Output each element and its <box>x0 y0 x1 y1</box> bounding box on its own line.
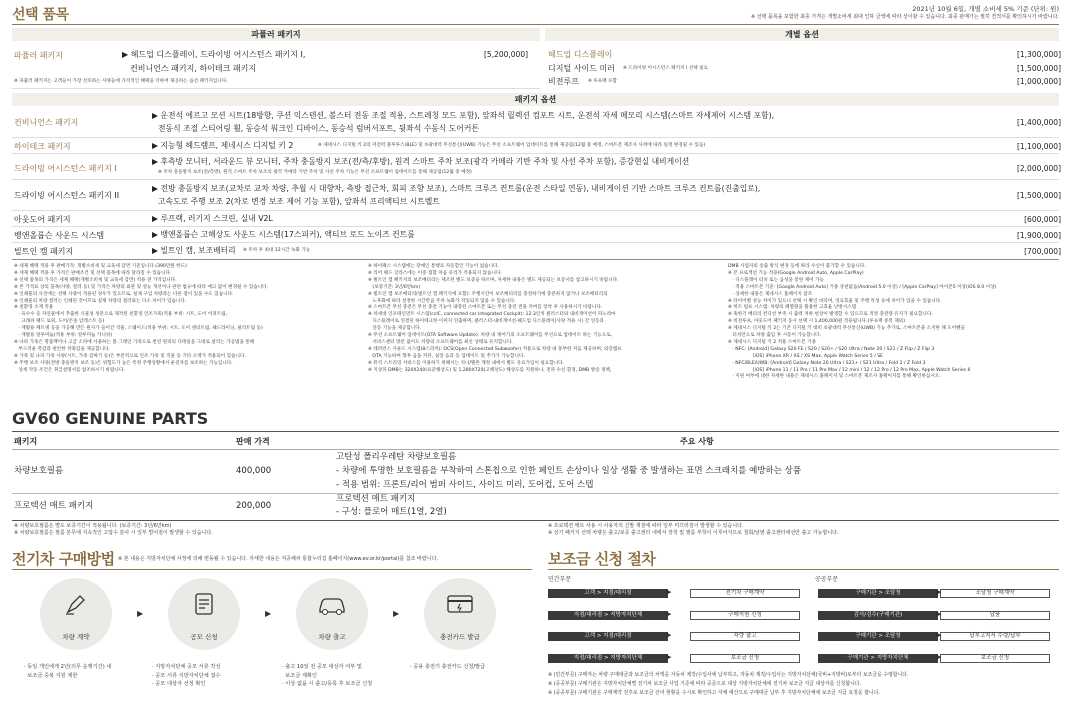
note-line: ※ 본 가격표 상의 품목(사양, 컬러 등) 및 가격은 차량의 외관 및 성능 개선이나 관련 법규에 따라 예고 없이 변경될 수 있습니다. <box>14 284 269 290</box>
flow-step: 전기차 구매계약 <box>690 589 800 598</box>
parts-title: GV60 GENUINE PARTS <box>12 409 209 428</box>
package-l1-6: ▶ 빌트인 캠, 보조배터리 <box>152 246 236 255</box>
flow-actor: 구매기관 > 조달청 <box>818 632 938 641</box>
step-label-2: 공모 신청 <box>190 633 218 641</box>
note-line: 연동 기능을 제공합니다. <box>368 326 422 332</box>
parts-d2-1: - 구성: 플로어 매트(1열, 2열) <box>336 507 447 517</box>
parts-d2-0: - 차량에 투명한 보호필름을 부착하여 스톤칩으로 인한 페인트 손상이나 일상 생활 중 발생하는 표면 스크래치를 예방하는 상품 <box>336 466 802 476</box>
popular-price: [5,200,000] <box>484 50 529 59</box>
arrow-right-icon: ▶ <box>936 588 942 596</box>
note-line: ※ 비전루프, 아웃도어 패키지 동시 선택 시 1,400,000원 적용됩니다.(루프랙 중복 제외) <box>728 319 906 325</box>
divider <box>12 24 1059 25</box>
individual-name-1: 디지털 사이드 미러 <box>548 64 615 73</box>
package-l1-1: ▶ 지능형 헤드램프, 제네시스 디지털 키 2 <box>152 141 294 150</box>
note-line: · 육수수 등 자연물에서 추출한 식물성 성분으로 제작된 친환경 인조가죽(적용 부위: 시트, 도어 어퍼트림, <box>14 312 228 318</box>
note-line: ※ 폰 프로젝션 기능 적용(Google Android Auto, Apple CarPlay) <box>728 270 864 276</box>
flow-actor: 구매기관 > 조달청 <box>818 589 938 598</box>
note-line: ※ 세제 혜택 적용 후 판매가격: 개별소비세 및 교육세 감면 기준입니다.(390만원 한도) <box>14 264 187 269</box>
package-name-3: 드라이빙 어시스턴스 패키지 II <box>14 191 120 200</box>
note-line: 노후화에 따라 설정한 시간만큼 주차 녹화가 작동되지 않을 수 있습니다. <box>368 298 516 304</box>
package-name-1: 하이테크 패키지 <box>14 142 71 151</box>
package-l1-2: ▶ 후측방 모니터, 서라운드 뷰 모니터, 주차 충돌방지 보조(전/측/후방), 원격 스마트 주차 보조(광각 카메라 기반 주차 및 사선 주차 포함), 증강현실 내비게이션 <box>152 157 690 166</box>
package-l1-0: ▶ 운전석 에르고 모션 시트(18방향, 쿠션 익스텐션, 볼스터 전동 조절 적용, 스트레칭 모드 포함), 앞좌석 릴렉션 컴포트 시트, 운전석 자세 메모리 시스템(스마트 자세제어 시스템 포함), <box>152 111 775 120</box>
ev-step-description: · 지방자치단체 공모 서류 작성 <box>152 664 221 670</box>
ev-title: 전기차 구매방법 <box>12 550 115 568</box>
flow-step: 조달청 구매계약 <box>940 589 1050 598</box>
flow-step: 납부고지서 수령/납부 <box>940 632 1050 641</box>
package-l2-2: ※ 주차 충돌방지 보조(전/측방), 원격 스마트 주차 보조의 광각 카메라 기반 주차 및 사선 주차 기능은 무선 소프트웨어 업데이트를 통해 제공됨(12월 중 예정) <box>158 170 472 175</box>
ev-step-description: · 동일 개인에게 2년(의무 운행기간) 내 <box>24 664 112 670</box>
ev-step-description: · 공용 충전기 충전카드 신청/발급 <box>410 664 486 670</box>
parts-note-l1: ※ 차량보호필름은 필름 분무에 지속적인 고압수 분사 시 일부 벌어짐이 발생할 수 있습니다. <box>14 530 213 536</box>
flow-actor: 구매기관 > 지방자치단체 <box>818 654 938 663</box>
arrow-right-icon: ▶ <box>265 609 272 618</box>
document-icon <box>193 592 215 616</box>
ev-step-description: · 공모 서류 지방자치단체 접수 <box>152 672 221 679</box>
note-line: · NFC: [Android] Galaxy S20 FE / S20 / S20+ / S20 Ultra / Note 20 / S21 / Z Flip / Z Flip 3 <box>728 346 935 352</box>
note-line: ※ 빌트인 캠 보조배터리(빌트인 캠 패키지에 포함): 주행시간이 보조배터리를 충전하기에 충분하지 않거나 보조배터리의 <box>368 291 608 297</box>
page-title: 선택 품목 <box>12 7 69 23</box>
parts-price-1: 200,000 <box>236 501 272 511</box>
parts-col-package: 패키지 <box>14 437 38 446</box>
flow-step: 납품 <box>940 611 1050 620</box>
flow-step: 구매지원 신청 <box>690 611 800 620</box>
arrow-right-icon: ▶ <box>666 588 672 596</box>
note-line: · 디스플레이 터치 또는 음성을 통한 제어 가능 <box>728 277 824 283</box>
flow-actor: 검사/검수(구매기관) <box>818 611 938 620</box>
parts-col-note: 주요 사항 <box>680 437 714 446</box>
individual-header: 개별 옵션 <box>545 28 1059 41</box>
note-line: ※ 레퍼런스 사운드 시스템(8스피커): OCS(Open Connected Subwoofer) 적용으로 차량 내 풍부한 저음 제공하며, 외장앰프 <box>368 346 622 352</box>
note-line: ※ 하이패스 시스템에는 장애인 통행료 자동할인 기능이 없습니다. <box>368 264 499 269</box>
package-price-5: [1,900,000] <box>1016 231 1061 240</box>
package-price-3: [1,500,000] <box>1016 191 1061 200</box>
subsidy-note-0: ※ (민간부문) 구매자는 차량 구매대금과 보조금의 차액을 자동차 제작/수입사에 납부하고, 자동차 제작/수입사는 지방자치단체(국비+지방비)로부터 보조금을 수령합니다. <box>548 672 909 678</box>
package-l1-4: ▶ 루프랙, 러기지 스크린, 실내 V2L <box>152 214 273 223</box>
ev-step-description: · 이상 없을 시 출고/등록 후 보조금 신청 <box>282 681 373 687</box>
flow-actor: 지점/대리점 > 지방자치단체 <box>548 611 668 620</box>
note-line: ※ 인쇄물의 차량 컬러는 인쇄된 것이므로 실제 차량의 컬러와는 다소 차이가 있습니다. <box>14 298 187 304</box>
note-line: ※ 혹한기 배터리 컨디션 부족 시 출력 저하 현상이 발생할 수 있으므로 적정 충전량 유지가 필요합니다. <box>728 312 933 318</box>
card-icon <box>446 592 474 616</box>
note-line: ※ 빌트인 캠 패키지의 보조배터리는 제조된 별도 보증을 따르며, 자세한 내용은 별도 제공되는 보증서를 참고하시기 바랍니다. <box>368 277 619 283</box>
individual-price-2: [1,000,000] <box>1016 77 1061 86</box>
note-line: · 상세한 내용은 제네시스 홈페이지 참조 <box>728 291 813 297</box>
package-l2-6: ※ 주차 후 최대 12시간 녹화 가능 <box>243 248 311 253</box>
parts-price-0: 400,000 <box>236 466 272 476</box>
package-l2-3: 고속도로 주행 보조 2(차로 변경 보조 제어 기능 포함), 앞좌석 프리액티브 시트벨트 <box>158 197 440 206</box>
note-line: ※ 인쇄물의 사진에는 선택 사양이 적용된 경우가 있으므로, 실제 구입 차량과는 다른 점이 있을 수도 있습니다. <box>14 291 234 297</box>
note-line: 상세 작동 조건은 취급설명서를 참조하시기 바랍니다. <box>14 367 125 373</box>
flow-actor: 지점/대리점 > 지방자치단체 <box>548 654 668 663</box>
package-price-6: [700,000] <box>1024 247 1061 256</box>
step-label-1: 차량 계약 <box>62 633 90 641</box>
package-header: 패키지 옵션 <box>12 93 1059 106</box>
arrow-right-icon: ▶ <box>393 609 400 618</box>
flow-actor: 고객 > 지점/대리점 <box>548 632 668 641</box>
popular-note: ※ 파퓰러 패키지는 고객들이 가장 선호하는 사양들에 가격적인 혜택을 더하여 제공하는 옵션 패키지입니다. <box>14 79 228 84</box>
package-l2-1: ※ 제네시스 디지털 키 2의 저전력 블루투스(BLE) 및 초광대역 무선통신(UWB) 기능은 무선 소프트웨어 업데이트를 통해 제공됨(12월 중 예정, 스마트폰 제조사 사정에 따라 일정 변경될 수 있음) <box>318 143 706 148</box>
parts-d1-1: 프로텍션 매트 패키지 <box>336 494 416 504</box>
popular-header: 파퓰러 패키지 <box>12 28 540 41</box>
ev-step-descriptions <box>0 664 540 714</box>
arrow-right-icon: ▶ <box>666 653 672 661</box>
flow-step: 보조금 신청 <box>940 654 1050 663</box>
step-label-3: 차량 출고 <box>318 633 346 641</box>
note-line: 터치만으로 차량 출입 후 시동이 가능합니다. <box>728 333 822 338</box>
subsidy-title: 보조금 신청 절차 <box>548 550 656 568</box>
note-line: · 지원 여부에 대한 자세한 내용은 제네시스 홈페이지 및 스마트폰 제조사 홈페이지를 통해 확인하십시오. <box>728 374 941 380</box>
package-price-0: [1,400,000] <box>1016 118 1061 127</box>
note-line: · 적용 스마트폰 기준: [Google Android Auto] 기종 상관없음(Android 5.0 이상) / [Apple CarPlay] 아이폰5 이상(iOS 8.0 이상) <box>728 284 997 290</box>
parts-note-l0: ※ 차량보호필름은 별도 보증기간이 적용됩니다. (보증기간: 3년/6만km) <box>14 523 172 529</box>
flow-step: 차량 출고 <box>690 632 800 641</box>
note-line: ※ 뮤직 스트리밍 서비스를 이용하기 위해서는 지니/멜론 계정 내에서 별도 유료가입이 필요합니다. <box>368 360 564 366</box>
note-line: ※ 타이어별 성능 차이가 있으니 선택 시 확인 바라며, 연료효율 및 주행 특성 등에 차이가 있을 수 있습니다. <box>728 298 942 304</box>
note-line: [iOS] iPhone XR / XS / XS Max, Apple Watch Series 5 / SE <box>728 353 884 359</box>
arrow-right-icon: ▶ <box>666 631 672 639</box>
subsidy-note-1: ※ (공공부문) 구매기관은 지방자치단체별 전기차 보조금 사업 기준에 따라 공문으로 대상 지방자치단체에 전기차 보조금 지급 대상자를 신청합니다. <box>548 681 862 687</box>
ev-step-description: 보조금 중복 지원 제한 <box>24 672 78 679</box>
ev-step-description: · 출고 10일 전 공모 대상자 여부 및 <box>282 664 362 670</box>
package-l1-3: ▶ 전방 충돌방지 보조(교차로 교차 차량, 추월 시 대향차, 측방 접근차, 회피 조향 보조), 스마트 크루즈 컨트롤(운전 스타일 연동), 내비게이션 기반 스마트 크루즈 컨트롤(진출입로), <box>152 184 761 193</box>
package-price-2: [2,000,000] <box>1016 164 1061 173</box>
note-line: ※ 제네시스 디지털 키 2는 기존 디지털 키 대비 초광대역 무선통신(UWB) 기능 추가로, 스마트폰을 소지한 채 도어핸들 <box>728 326 966 332</box>
note-line: ※ 나파 가죽은 명품백이나 고급 소파에 사용하는 볼 그레인 가죽으로 천연 원피의 디테일을 그대로 살리는 가공법을 통해 <box>14 339 255 345</box>
individual-price-1: [1,500,000] <box>1016 64 1061 73</box>
note-line: [iOS] iPhone 11 / 11 Pro / 11 Pro Max / 12 mini / 12 / 12 Pro / 12 Pro Max, Apple Watch Series 6 <box>728 367 971 373</box>
note-line: 디스플레이로 연결된 하이테크한 이미지 연출하며, 클러스터-내비게이션-헤드업 디스플레이(사양 적용 시) 간 연동과 <box>368 319 604 325</box>
note-line: ※ 가죽 및 나파 가죽 사양(시트, 가죽 감싸기 등)은 부분적으로 인조 가죽 및 직물 등 기타 소재가 적용되어 있습니다. <box>14 353 246 359</box>
note-line: ※ 무선 소프트웨어 업데이트(OTA Software Update): 차량 내 제어기의 소프트웨어를 무선으로 업데이트 하는 기능으로, <box>368 333 613 338</box>
note-line: ※ 지상파 DMB는 320X240(표준해상도) 및 1,280X720(고해상도) 해상도를 지원하나, 전파 수신 환경, DMB 방송 정책, <box>368 367 612 373</box>
arrow-right-icon: ▶ <box>666 610 672 618</box>
note-line: ※ 주행 보조 사양(전방 충돌방지 보조 등)은 위험도가 높은 특정 주행상황에서 운전자를 보조하는 기능입니다. <box>14 360 233 366</box>
popular-name: 파퓰러 패키지 <box>14 51 63 60</box>
note-line: ※ 선택 품목의 가격은 세제 혜택(개별소비세 및 교육세 감면) 적용 전 가격입니다. <box>14 277 177 283</box>
popular-line1: ▶ 헤드업 디스플레이, 드라이빙 어시스턴스 패키지 I, <box>122 50 306 59</box>
note-line: DMB 사업자의 송출 방식 변경 등에 따라 수신이 불가할 수 있습니다. <box>728 264 866 269</box>
note-line: ※ 제네시스 디지털 키 2 적용 스마트폰 기종 <box>728 339 816 345</box>
note-line: ※ 리어 헤드 글라스에는 이중 접합 차음 유리가 적용되지 않습니다. <box>368 270 502 276</box>
package-price-1: [1,100,000] <box>1016 142 1061 151</box>
parts-col-price: 판매 가격 <box>236 437 270 446</box>
public-label: 공공부문 <box>815 576 839 583</box>
note-line: · 재활용 알루미늄(적용 부위: 알루미늄 가니쉬) <box>14 333 113 338</box>
individual-note-2: ※ 루프랙 포함 <box>588 79 617 84</box>
note-line: OTA 기능하여 향후 음을 커뮤, 실장 음과 등 업데이트 및 추가가 가능합니다. <box>368 353 525 359</box>
note-line: ※ 세제 혜택 적용 후 가격은 판매조건 및 선택 품목에 따라 달라질 수 있습니다. <box>14 270 172 276</box>
package-name-2: 드라이빙 어시스턴스 패키지 I <box>14 164 117 173</box>
arrow-right-icon: ▶ <box>936 610 942 618</box>
arrow-right-icon: ▶ <box>137 609 144 618</box>
pen-icon <box>64 592 88 616</box>
note-line: · 재활용 페트병 등을 가공해 만든 원사가 들어간 직물, 스웨이드(적용 부위: 시트, 도어 센터트림, 헤드라이닝, 필러트림 등) <box>14 326 263 332</box>
flow-actor: 고객 > 지점/대리점 <box>548 589 668 598</box>
package-l2-0: 전동식 조절 스티어링 휠, 동승석 워크인 디바이스, 동승석 럼버서포트, 뒷좌석 수동식 도어커튼 <box>158 124 479 133</box>
individual-name-0: 헤드업 디스플레이 <box>548 50 613 59</box>
parts-name-0: 차량보호필름 <box>14 466 64 476</box>
flow-step: 보조금 신청 <box>690 654 800 663</box>
note-line: ※ 스마트폰 무선 충전은 무선 충전 기능이 내장된 스마트폰 또는 무선 충전 전용 커버를 장착 후 사용하시기 바랍니다. <box>368 305 603 311</box>
note-line: ※ 차세대 인포테인먼트 시스템(ccIC, connected car Integrated Cockpit): 12.3인치 클러스터와 내비게이션이 파노라마 <box>368 312 616 318</box>
car-icon <box>317 594 347 616</box>
note-line: 크래쉬 패드 로워, 도어/콘솔 암레스트 등) <box>14 319 105 325</box>
note-line: 부드러운 촉감과 편안한 착좌감을 제공합니다. <box>14 346 110 352</box>
note-line: 서비스센터 방문 없이도 차량의 소프트웨어를 최신 상태로 유지합니다. <box>368 339 513 345</box>
individual-name-2: 비전루프 <box>548 77 579 86</box>
parts-note-r0: ※ 프로텍션 매트 사용 시 사용자의 신발 재질에 따라 일부 미끄러짐이 발생할 수 있습니다. <box>548 523 744 529</box>
header-basis: 2021년 10월 6일, 개별 소비세 5% 기준 (단위: 원) <box>912 5 1059 13</box>
ev-note: ※ 본 내용은 지방자치단체 사정에 의해 변동될 수 있습니다. 자세한 내용은 저공해차 통합누리집 홈페이지(www.ev.or.kr/portal)를 참조 바랍니다. <box>118 556 439 562</box>
note-line: · NFC/BLE/UWB: [Android] Galaxy Note 20 Ultra / S21+ / S21 Ultra / Fold 2 / Z Fold 3 <box>728 360 926 366</box>
package-name-0: 컨비니언스 패키지 <box>14 118 79 127</box>
header-note: ※ 선택 품목을 포함한 최종 가격은 개별소비세 최대 인하 금액에 따라 상이할 수 있습니다. 최종 판매가는 필히 견적서를 확인하시기 바랍니다. <box>750 14 1059 20</box>
parts-name-1: 프로텍션 매트 패키지 <box>14 501 94 511</box>
ev-step-description: 보조금 재확인 <box>282 672 318 679</box>
parts-d3-0: - 적용 범위: 프론트/리어 범퍼 사이드, 사이드 미러, 도어컵, 도어 스텝 <box>336 480 594 490</box>
note-line: (보증기간: 3년/6만km) <box>368 284 421 290</box>
individual-note-1: ※ 드라이빙 어시스턴스 패키지 I 선택 필요 <box>623 66 708 71</box>
individual-price-0: [1,300,000] <box>1016 50 1061 59</box>
popular-line2: 컨비니언스 패키지, 하이테크 패키지 <box>130 64 257 73</box>
note-line: ※ 친환경 소재 적용 <box>14 305 54 311</box>
package-name-4: 아웃도어 패키지 <box>14 215 71 224</box>
note-line: ※ 히트 펌프 시스템: 차량의 폐열원을 활용한 고효율 난방시스템 <box>728 305 857 311</box>
step-label-4: 충전카드 발급 <box>440 633 480 641</box>
package-l1-5: ▶ 뱅앤올룹슨 고해상도 사운드 시스템(17스피커), 액티브 로드 노이즈 컨트롤 <box>152 230 415 239</box>
divider <box>12 88 540 89</box>
private-label: 민간부문 <box>548 576 572 583</box>
parts-note-r1: ※ 상기 패키지 선택 차량은 출고/보증 출고센터 내에서 장착 및 필름 부착이 이루어지므로 철회/날염 출고센터에선만 출고 가능합니다. <box>548 530 839 536</box>
arrow-right-icon: ▶ <box>936 653 942 661</box>
package-name-5: 뱅앤올룹슨 사운드 시스템 <box>14 231 105 240</box>
parts-d1-0: 고탄성 폴리우레탄 차량보호필름 <box>336 452 457 462</box>
subsidy-note-2: ※ (공공부문) 구매기관은 구매계약 전후로 보조금 잔여 현황을 수시로 확인하고 자체 예산으로 구매대금 납부 후 지방자치단체에 보조금 지급 요청을 합니다. <box>548 690 880 696</box>
package-name-6: 빌트인 캠 패키지 <box>14 247 74 256</box>
ev-step-description: · 공모 대상자 선정 확인 <box>152 681 206 687</box>
arrow-right-icon: ▶ <box>936 631 942 639</box>
package-price-4: [600,000] <box>1024 215 1061 224</box>
